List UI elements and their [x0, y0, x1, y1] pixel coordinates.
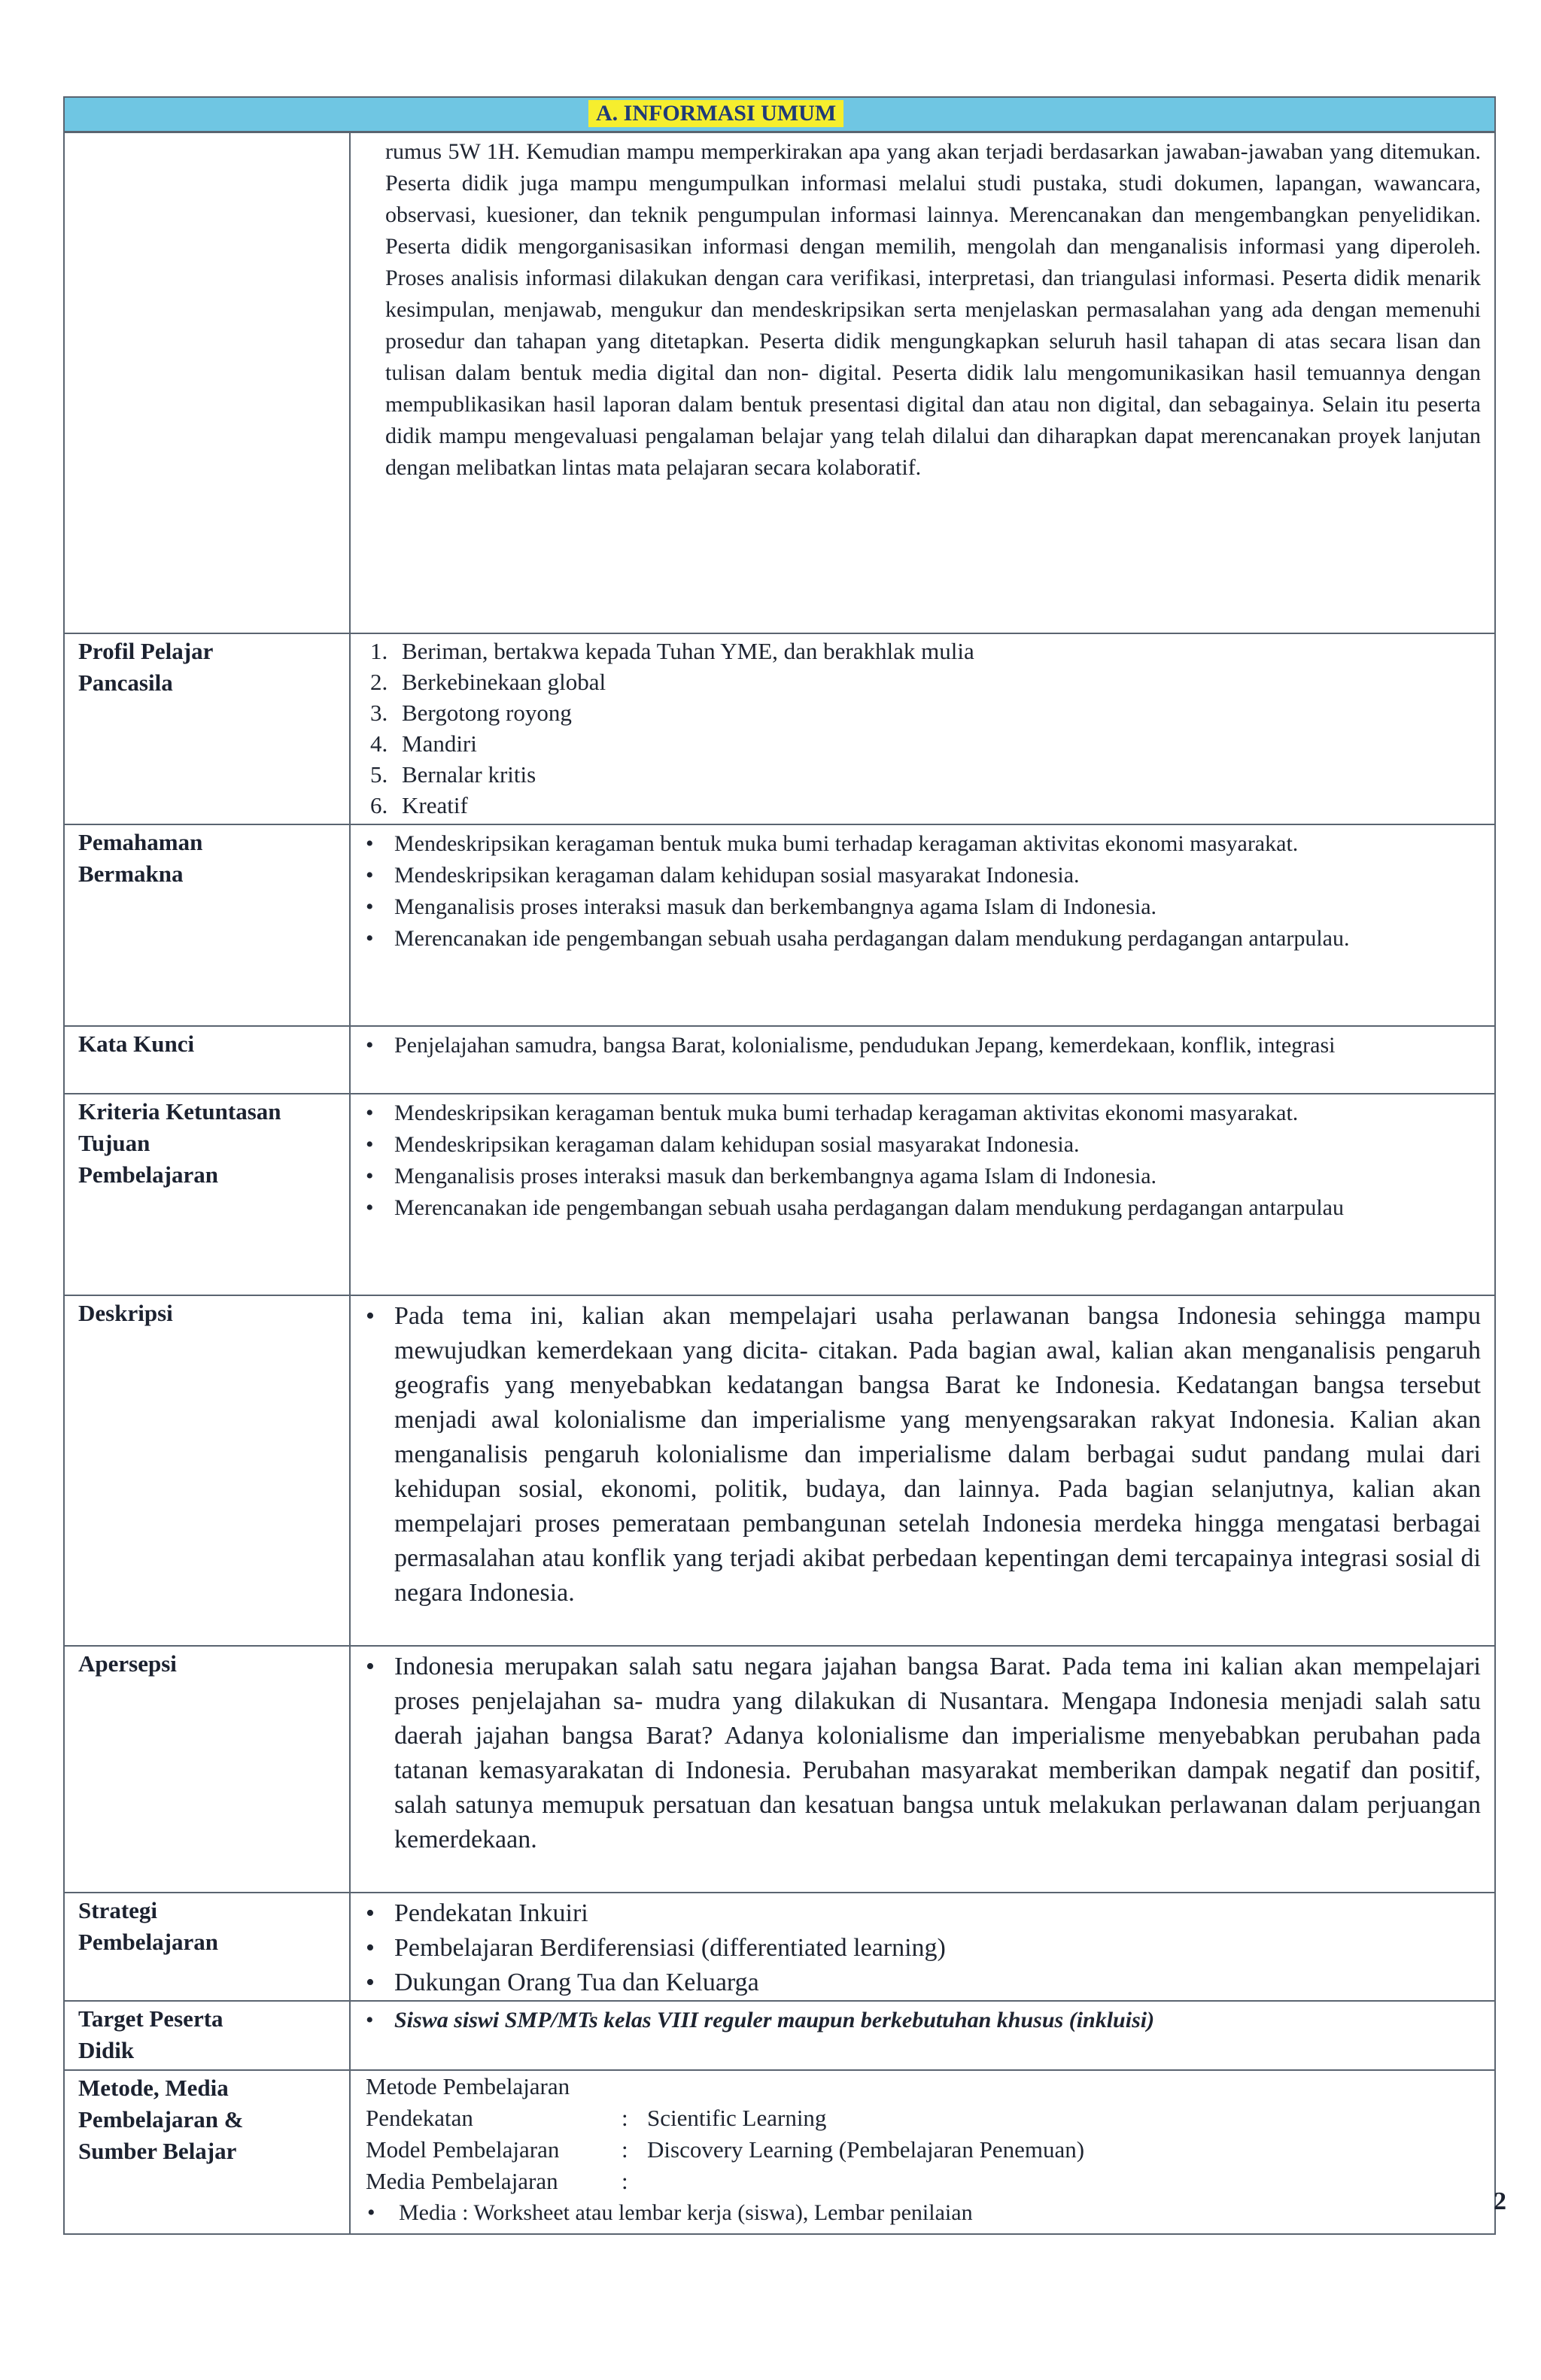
table-row-continuation: [64, 132, 1495, 633]
informasi-umum-sheet: [63, 96, 1496, 2235]
list-item: • Pendekatan Inkuiri: [361, 1896, 1481, 1931]
bullet-icon: •: [366, 1195, 374, 1220]
label-pemahaman-line2: Bermakna: [78, 861, 184, 887]
bullet-icon: •: [366, 926, 374, 951]
list-item: • Mendeskripsikan keragaman dalam kehidupan sosial masyarakat Indonesia.: [361, 860, 1481, 891]
bullet-icon: •: [366, 831, 374, 856]
content-strategi: [350, 1893, 1495, 2001]
table-row-strategi: [64, 1893, 1495, 2001]
label-kriteria-line1: Kriteria Ketuntasan: [78, 1098, 281, 1125]
bullet-icon: •: [366, 1653, 375, 1680]
list-item: 3. Bergotong royong: [370, 700, 572, 726]
table-row-pemahaman: [64, 824, 1495, 1026]
bullet-icon: •: [366, 1969, 375, 1996]
kriteria-list: [361, 1097, 1481, 1224]
bullet-icon: •: [366, 1899, 375, 1927]
list-item: • Mendeskripsikan keragaman dalam kehidupan sosial masyarakat Indonesia.: [361, 1129, 1481, 1161]
pendekatan-row: Pendekatan : Scientific Learning: [366, 2105, 827, 2131]
bullet-icon: •: [366, 1033, 374, 1058]
label-kata-kunci-line1: Kata Kunci: [78, 1031, 195, 1057]
bullet-icon: •: [366, 863, 374, 888]
label-apersepsi: [64, 1646, 350, 1893]
content-pemahaman: [350, 824, 1495, 1026]
media-row: Media Pembelajaran :: [366, 2168, 628, 2194]
info-table: [63, 132, 1496, 2235]
label-profil: [64, 633, 350, 824]
list-item: 2. Berkebinekaan global: [370, 669, 606, 695]
list-item: • Dukungan Orang Tua dan Keluarga: [361, 1966, 1481, 2000]
list-item: • Merencanakan ide pengembangan sebuah usaha perdagangan dalam mendukung perdagangan antarpulau.: [361, 923, 1481, 955]
bullet-icon: •: [366, 1302, 375, 1330]
content-cell-continuation: [350, 132, 1495, 633]
list-item: 5. Bernalar kritis: [370, 761, 536, 788]
list-item: • Menganalisis proses interaksi masuk dan berkembangnya agama Islam di Indonesia.: [361, 891, 1481, 923]
table-row-deskripsi: [64, 1295, 1495, 1646]
section-title: A. INFORMASI UMUM: [588, 100, 843, 127]
label-profil-line1: Profil Pelajar: [78, 638, 214, 664]
label-pemahaman: [64, 824, 350, 1026]
label-target-line1: Target Peserta: [78, 2005, 223, 2032]
content-metode: [350, 2070, 1495, 2234]
kata-kunci-list: [361, 1030, 1481, 1061]
content-kata-kunci: [350, 1026, 1495, 1094]
media-list: [361, 2197, 1481, 2229]
table-row-metode: [64, 2070, 1495, 2234]
deskripsi-list: [361, 1299, 1481, 1610]
content-target: [350, 2001, 1495, 2070]
bullet-icon: •: [366, 1100, 374, 1125]
model-row: Model Pembelajaran : Discovery Learning (Pembelajaran Penemuan): [366, 2136, 1085, 2163]
table-row-profil: [64, 633, 1495, 824]
profil-list: [361, 636, 1481, 821]
apersepsi-list: [361, 1650, 1481, 1857]
label-deskripsi: [64, 1295, 350, 1646]
list-item: • Merencanakan ide pengembangan sebuah usaha perdagangan dalam mendukung perdagangan antarpulau: [361, 1192, 1481, 1224]
section-header-bar: [63, 96, 1496, 132]
label-metode-line3: Sumber Belajar: [78, 2138, 237, 2164]
content-kriteria: [350, 1094, 1495, 1295]
list-item: 6. Kreatif: [370, 792, 468, 818]
list-item: 4. Mandiri: [370, 730, 477, 757]
label-deskripsi-line1: Deskripsi: [78, 1300, 173, 1326]
continuation-paragraph: rumus 5W 1H. Kemudian mampu memperkirakan apa yang akan terjadi berdasarkan jawaban-jawaban yang ditemukan. Peserta didik juga mampu mengumpulkan informasi melalui studi pustaka, studi dokumen, lapangan, wawancara, observasi, kuesioner, dan teknik pengumpulan informasi lainnya. Merencanakan dan mengembangkan penyelidikan. Peserta didik mengorganisasikan informasi dengan memilih, mengolah dan menganalisis informasi yang diperoleh. Proses analisis informasi dilakukan dengan cara verifikasi, interpretasi, dan triangulasi informasi. Peserta didik menarik kesimpulan, menjawab, mengukur dan mendeskripsikan serta menjelaskan permasalahan yang ada dengan memenuhi prosedur dan tahapan yang ditetapkan. Peserta didik mengungkapkan seluruh hasil tahapan di atas secara lisan dan tulisan dalam bentuk media digital dan non- digital. Peserta didik lalu mengomunikasikan hasil temuannya dengan mempublikasikan hasil laporan dalam bentuk presentasi digital dan atau non digital, dan sebagainya. Selain itu peserta didik mampu mengevaluasi pengalaman belajar yang telah dilalui dan diharapkan dapat merencanakan proyek lanjutan dengan melibatkan lintas mata pelajaran secara kolaboratif.: [385, 139, 1481, 480]
list-item: • Menganalisis proses interaksi masuk dan berkembangnya agama Islam di Indonesia.: [361, 1161, 1481, 1192]
pemahaman-list: [361, 828, 1481, 955]
bullet-icon: •: [366, 1164, 374, 1188]
page-number: 2: [1494, 2187, 1506, 2215]
label-strategi: [64, 1893, 350, 2001]
list-item: • Penjelajahan samudra, bangsa Barat, kolonialisme, pendudukan Jepang, kemerdekaan, konflik, integrasi: [361, 1030, 1481, 1061]
bullet-icon: •: [366, 1934, 375, 1962]
table-row-kriteria: [64, 1094, 1495, 1295]
strategi-list: [361, 1896, 1481, 2000]
label-profil-line2: Pancasila: [78, 669, 173, 696]
label-metode: [64, 2070, 350, 2234]
content-deskripsi: [350, 1295, 1495, 1646]
content-apersepsi: [350, 1646, 1495, 1893]
metode-heading: Metode Pembelajaran: [366, 2073, 570, 2099]
content-profil: [350, 633, 1495, 824]
list-item: • Pada tema ini, kalian akan mempelajari usaha perlawanan bangsa Indonesia sehingga mampu mewujudkan kemerdekaan yang dicita- citakan. Pada bagian awal, kalian akan menganalisis pengaruh geografis yang menyebabkan kedatangan bangsa Barat ke Indonesia. Kedatangan bangsa tersebut menjadi awal kolonialisme dan imperialisme yang menyengsarakan rakyat Indonesia. Kalian akan menganalisis pengaruh kolonialisme dan imperialisme dalam berbagai sudut pandang mulai dari kehidupan sosial, ekonomi, politik, budaya, dan lainnya. Pada bagian selanjutnya, kalian akan mempelajari proses pemerataan pembangunan setelah Indonesia merdeka hingga mengatasi berbagai permasalahan atau konflik yang terjadi akibat perbedaan kepentingan demi tercapainya integrasi sosial di negara Indonesia.: [361, 1299, 1481, 1610]
table-row-kata-kunci: [64, 1026, 1495, 1094]
label-cell-empty: [64, 132, 350, 633]
label-metode-line2: Pembelajaran &: [78, 2106, 244, 2133]
list-item: • Indonesia merupakan salah satu negara jajahan bangsa Barat. Pada tema ini kalian akan mempelajari proses penjelajahan sa- mudra yang dilakukan di Nusantara. Mengapa Indonesia menjadi salah satu daerah jajahan bangsa Barat? Adanya kolonialisme dan imperialisme menyebabkan perubahan pada tatanan kemasyarakatan di Indonesia. Perubahan masyarakat memberikan dampak negatif dan positif, salah satunya memupuk persatuan dan kesatuan bangsa untuk melakukan perlawanan dalam perjuangan kemerdekaan.: [361, 1650, 1481, 1857]
label-apersepsi-line1: Apersepsi: [78, 1650, 177, 1677]
bullet-icon: •: [367, 2200, 375, 2225]
label-kriteria-line2: Tujuan: [78, 1130, 150, 1156]
label-kriteria: [64, 1094, 350, 1295]
label-kata-kunci: [64, 1026, 350, 1094]
list-item: • Mendeskripsikan keragaman bentuk muka bumi terhadap keragaman aktivitas ekonomi masyarakat.: [361, 828, 1481, 860]
bullet-icon: •: [366, 1132, 374, 1157]
label-target: [64, 2001, 350, 2070]
bullet-icon: •: [366, 894, 374, 919]
table-row-apersepsi: [64, 1646, 1495, 1893]
table-row-target: [64, 2001, 1495, 2070]
list-item: • Siswa siswi SMP/MTs kelas VIII reguler maupun berkebutuhan khusus (inkluisi): [361, 2005, 1481, 2036]
list-item: • Media : Worksheet atau lembar kerja (siswa), Lembar penilaian: [361, 2197, 1481, 2229]
target-list: [361, 2005, 1481, 2036]
label-strategi-line2: Pembelajaran: [78, 1929, 218, 1955]
label-metode-line1: Metode, Media: [78, 2075, 229, 2101]
label-strategi-line1: Strategi: [78, 1897, 158, 1923]
list-item: 1. Beriman, bertakwa kepada Tuhan YME, dan berakhlak mulia: [370, 638, 974, 664]
label-target-line2: Didik: [78, 2037, 135, 2063]
bullet-icon: •: [366, 2008, 374, 2032]
label-kriteria-line3: Pembelajaran: [78, 1161, 218, 1188]
list-item: • Mendeskripsikan keragaman bentuk muka bumi terhadap keragaman aktivitas ekonomi masyarakat.: [361, 1097, 1481, 1129]
label-pemahaman-line1: Pemahaman: [78, 829, 203, 855]
list-item: • Pembelajaran Berdiferensiasi (differentiated learning): [361, 1931, 1481, 1966]
